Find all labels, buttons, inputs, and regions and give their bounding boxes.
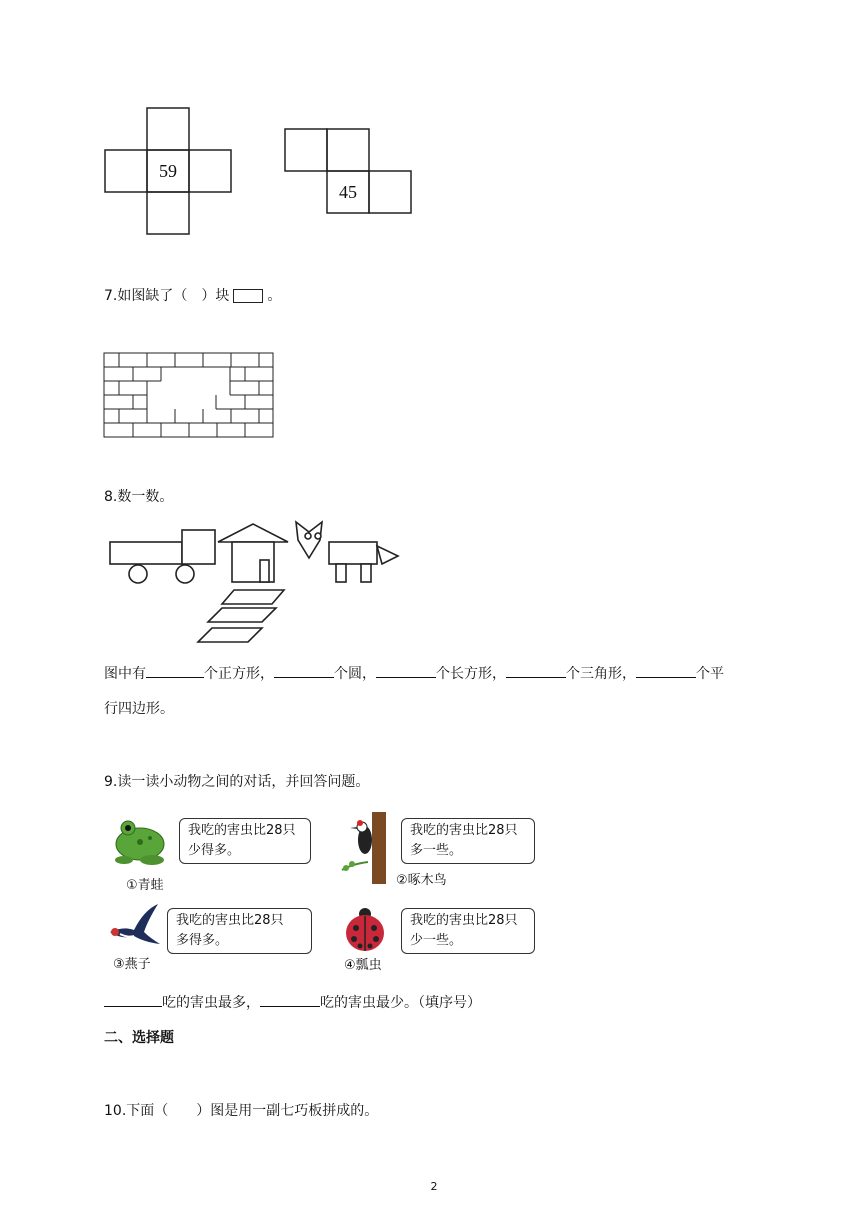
step-number: 45 <box>339 182 357 202</box>
shapes-figure <box>100 518 410 648</box>
woodpecker-label: ②啄木鸟 <box>396 873 447 888</box>
least-insects-blank[interactable] <box>260 992 320 1007</box>
frog-icon <box>110 814 170 868</box>
section-title: 二、选择题 <box>104 1030 174 1046</box>
q8-text-part: 图中有 <box>104 666 146 682</box>
q7-text: 7.如图缺了（ ）块 <box>104 288 230 304</box>
speech-line: 我吃的害虫比28只 <box>188 823 296 838</box>
frog-label: ①青蛙 <box>126 878 164 893</box>
q7-text-end: 。 <box>267 288 282 304</box>
q8-answer-line1 <box>104 663 724 683</box>
q7-question <box>104 287 281 305</box>
swallow-speech-bubble <box>167 908 312 954</box>
q8-text-part: 个正方形， <box>204 666 274 682</box>
q8-answer-line2: 行四边形。 <box>104 701 174 717</box>
brick-wall-figure <box>103 352 275 440</box>
q9-title: 9.读一读小动物之间的对话，并回答问题。 <box>104 774 370 790</box>
q9-answer-text: 吃的害虫最少。（填序号） <box>320 995 481 1011</box>
page-number: 2 <box>430 1180 438 1193</box>
square-count-blank[interactable] <box>146 663 204 678</box>
q10-question: 10.下面（ ）图是用一副七巧板拼成的。 <box>104 1103 379 1119</box>
swallow-icon <box>104 900 162 950</box>
brick-icon <box>233 289 263 303</box>
q8-title: 8.数一数。 <box>104 489 174 505</box>
ladybug-label: ④瓢虫 <box>344 958 382 973</box>
most-insects-blank[interactable] <box>104 992 162 1007</box>
ladybug-speech-bubble <box>401 908 535 954</box>
speech-line: 多得多。 <box>176 933 229 948</box>
q8-text-part: 个圆， <box>334 666 376 682</box>
woodpecker-icon <box>338 810 392 886</box>
frog-speech-bubble <box>179 818 311 864</box>
speech-line: 我吃的害虫比28只 <box>410 913 518 928</box>
rectangle-count-blank[interactable] <box>376 663 436 678</box>
q8-text-part: 个长方形， <box>436 666 506 682</box>
q9-answer <box>104 992 481 1012</box>
speech-line: 我吃的害虫比28只 <box>176 913 284 928</box>
speech-line: 我吃的害虫比28只 <box>410 823 518 838</box>
ladybug-icon <box>340 904 390 954</box>
step-cube-net <box>282 126 416 218</box>
q8-text-part: 个平 <box>696 666 724 682</box>
triangle-count-blank[interactable] <box>506 663 566 678</box>
speech-line: 多一些。 <box>410 843 463 858</box>
swallow-label: ③燕子 <box>113 957 151 972</box>
q9-answer-text: 吃的害虫最多， <box>162 995 260 1011</box>
speech-line: 少一些。 <box>410 933 463 948</box>
cross-center-number: 59 <box>159 161 177 181</box>
speech-line: 少得多。 <box>188 843 241 858</box>
parallelogram-count-blank[interactable] <box>636 663 696 678</box>
q8-text-part: 个三角形， <box>566 666 636 682</box>
woodpecker-speech-bubble <box>401 818 535 864</box>
circle-count-blank[interactable] <box>274 663 334 678</box>
